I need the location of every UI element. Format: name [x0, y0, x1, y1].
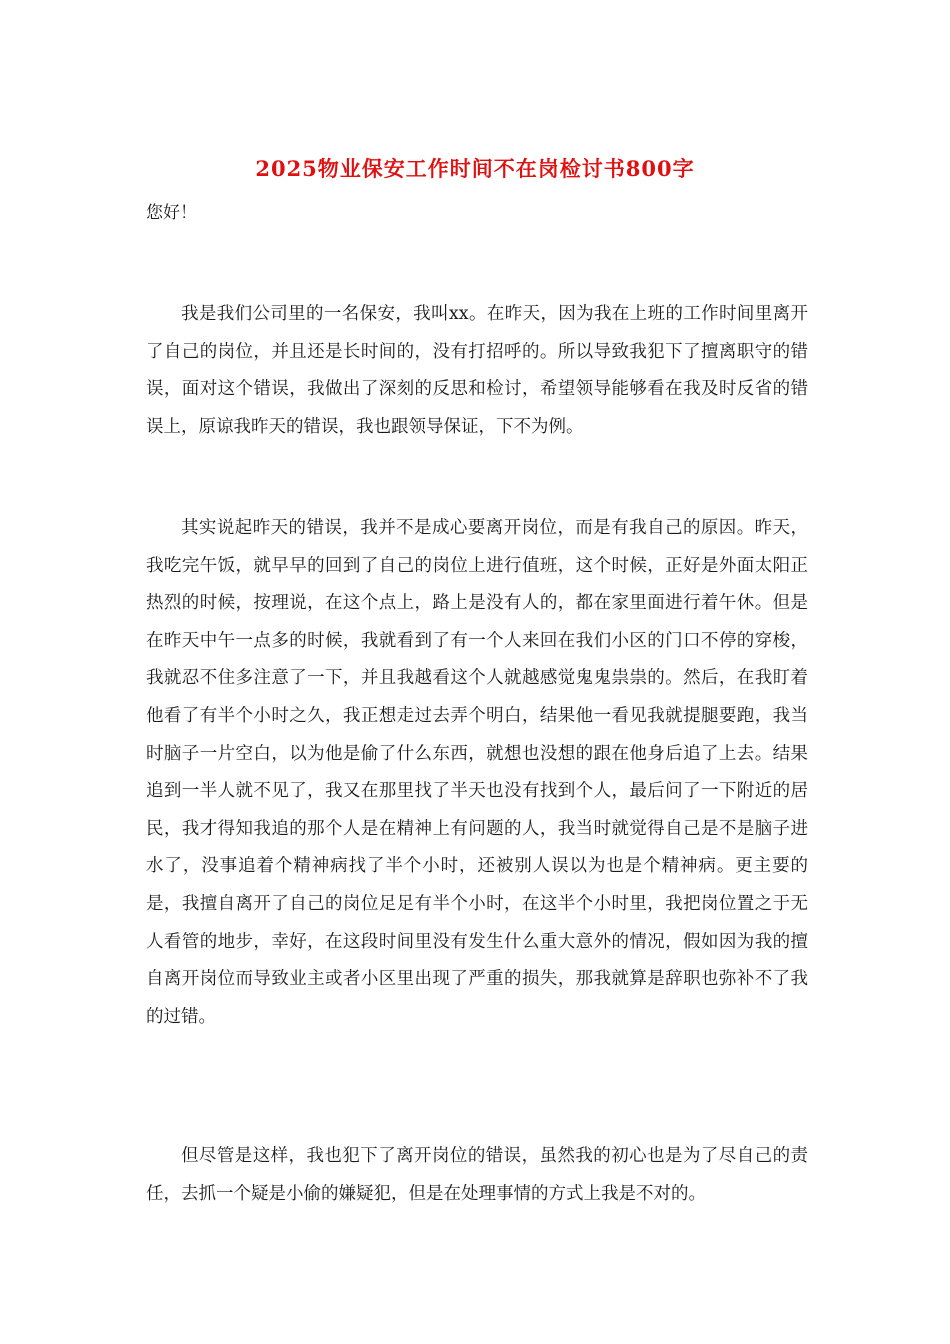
body-paragraph-1: 我是我们公司里的一名保安，我叫xx。在昨天，因为我在上班的工作时间里离开了自己的岗位，并且还是长时间的，没有打招呼的。所以导致我犯下了擅离职守的错误，面对这个错误，我做出了深刻的反思和检讨，希望领导能够看在我及时反省的错误上，原谅我昨天的错误，我也跟领导保证，下不为例。 — [146, 304, 808, 437]
greeting: 您好！ — [146, 203, 197, 223]
document-title: 2025物业保安工作时间不在岗检讨书800字 — [255, 156, 695, 181]
body-paragraph-2: 其实说起昨天的错误，我并不是成心要离开岗位，而是有我自己的原因。昨天，我吃完午饭，就早早的回到了自己的岗位上进行值班，这个时候，正好是外面太阳正热烈的时候，按理说，在这个点上，路上是没有人的，都在家里面进行着午休。但是在昨天中午一点多的时候，我就看到了有一个人来回在我们小区的门口不停的穿梭，我就忍不住多注意了一下，并且我越看这个人就越感觉鬼鬼祟祟的。然后，在我盯着他看了有半个小时之久，我正想走过去弄个明白，结果他一看见我就提腿要跑，我当时脑子一片空白，以为他是偷了什么东西，就想也没想的跟在他身后追了上去。结果追到一半人就不见了，我又在那里找了半天也没有找到个人，最后问了一下附近的居民，我才得知我追的那个人是在精神上有问题的人，我当时就觉得自己是不是脑子进水了，没事追着个精神病找了半个小时，还被别人误以为也是个精神病。更主要的是，我擅自离开了自己的岗位足足有半个小时，在这半个小时里，我把岗位置之于无人看管的地步，幸好，在这段时间里没有发生什么重大意外的情况，假如因为我的擅自离开岗位而导致业主或者小区里出现了严重的损失，那我就算是辞职也弥补不了我的过错。 — [146, 518, 808, 1027]
body-paragraph-3: 但尽管是这样，我也犯下了离开岗位的错误，虽然我的初心也是为了尽自己的责任，去抓一个疑是小偷的嫌疑犯，但是在处理事情的方式上我是不对的。 — [146, 1146, 808, 1204]
